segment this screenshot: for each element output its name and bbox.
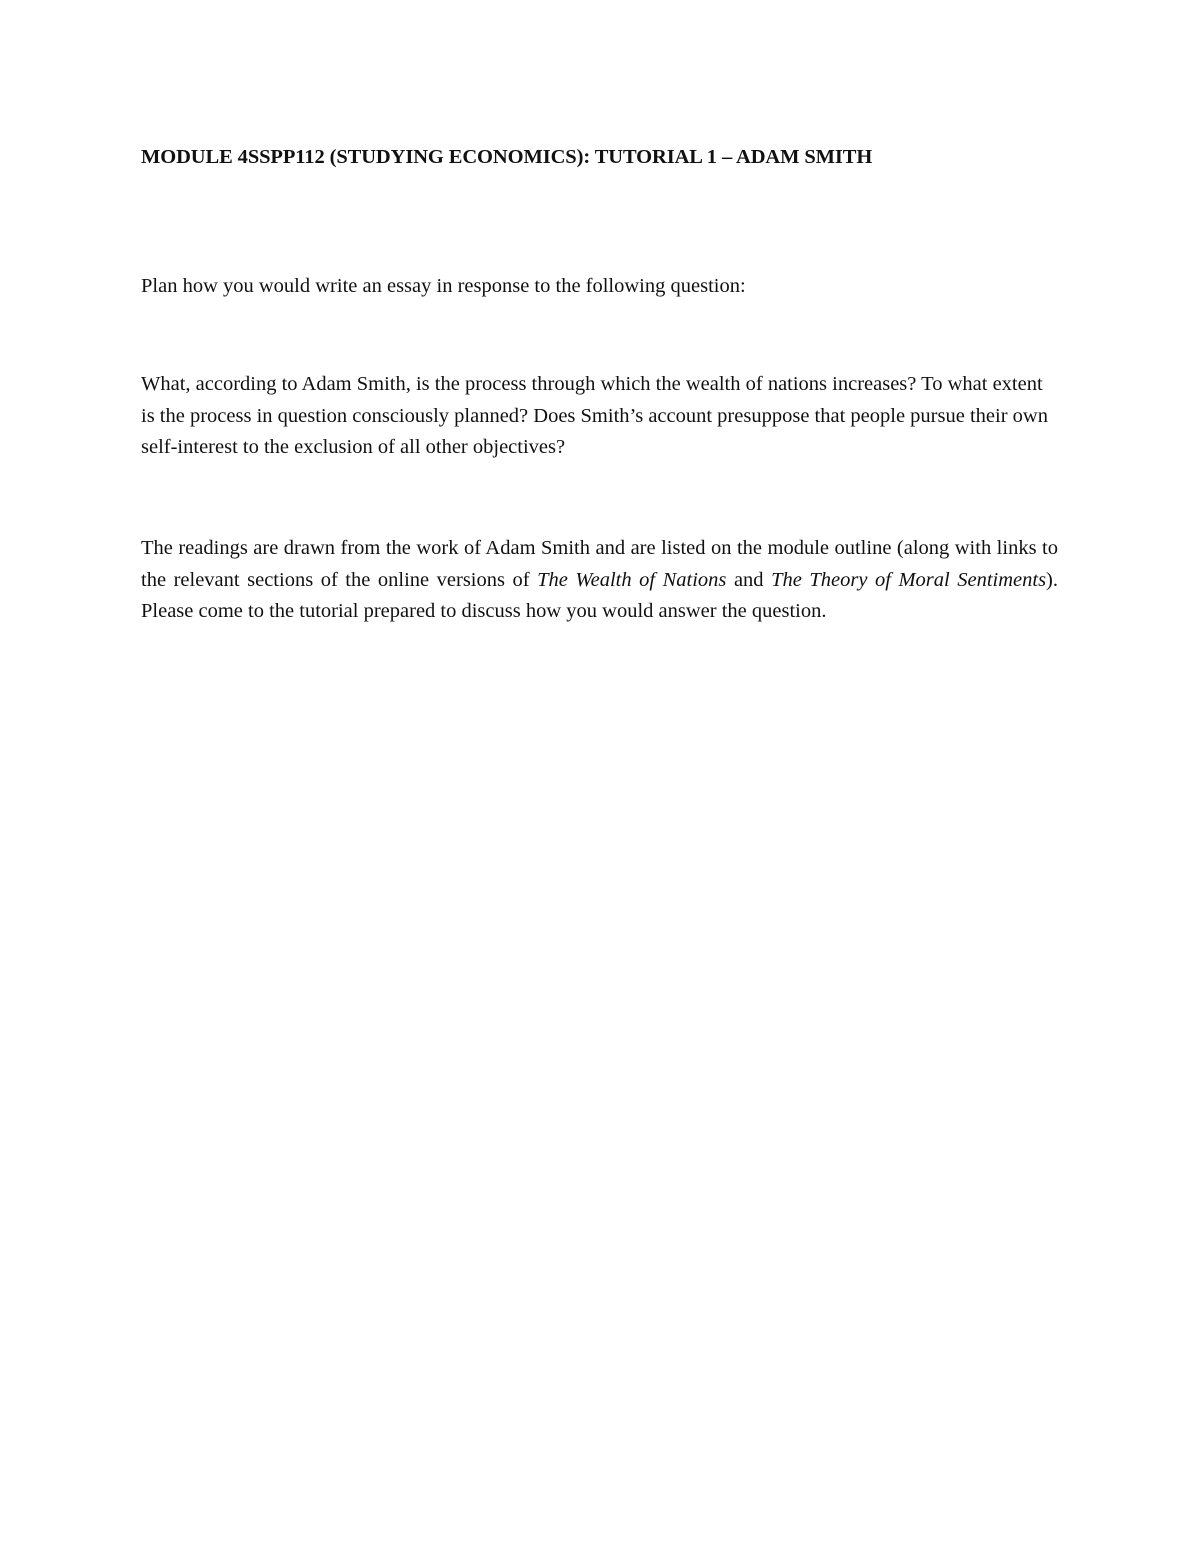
readings-text-part-1: The readings are drawn from the work of Adam Smith and are listed on the module outline (along with links to the relevant sections of the online versions of	[141, 537, 1058, 591]
readings-text-part-2: and	[726, 568, 772, 591]
page-title: MODULE 4SSPP112 (STUDYING ECONOMICS): TUTORIAL 1 – ADAM SMITH	[141, 146, 873, 168]
intro-paragraph: Plan how you would write an essay in response to the following question:	[141, 275, 746, 297]
readings-text-part-3: ). Please come to the tutorial prepared to discuss how you would answer the question.	[141, 568, 1058, 622]
book-title-wealth-of-nations: The Wealth of Nations	[537, 568, 727, 591]
essay-question-paragraph: What, according to Adam Smith, is the process through which the wealth of nations increases? To what extent is the process in question consciously planned? Does Smith’s account presuppose that people pursue their own self-interest to the exclusion of all other objectives?	[141, 373, 1048, 458]
document-content	[141, 143, 1058, 622]
readings-paragraph	[141, 533, 1058, 628]
book-title-theory-of-moral-sentiments: The Theory of Moral Sentiments	[771, 568, 1047, 591]
